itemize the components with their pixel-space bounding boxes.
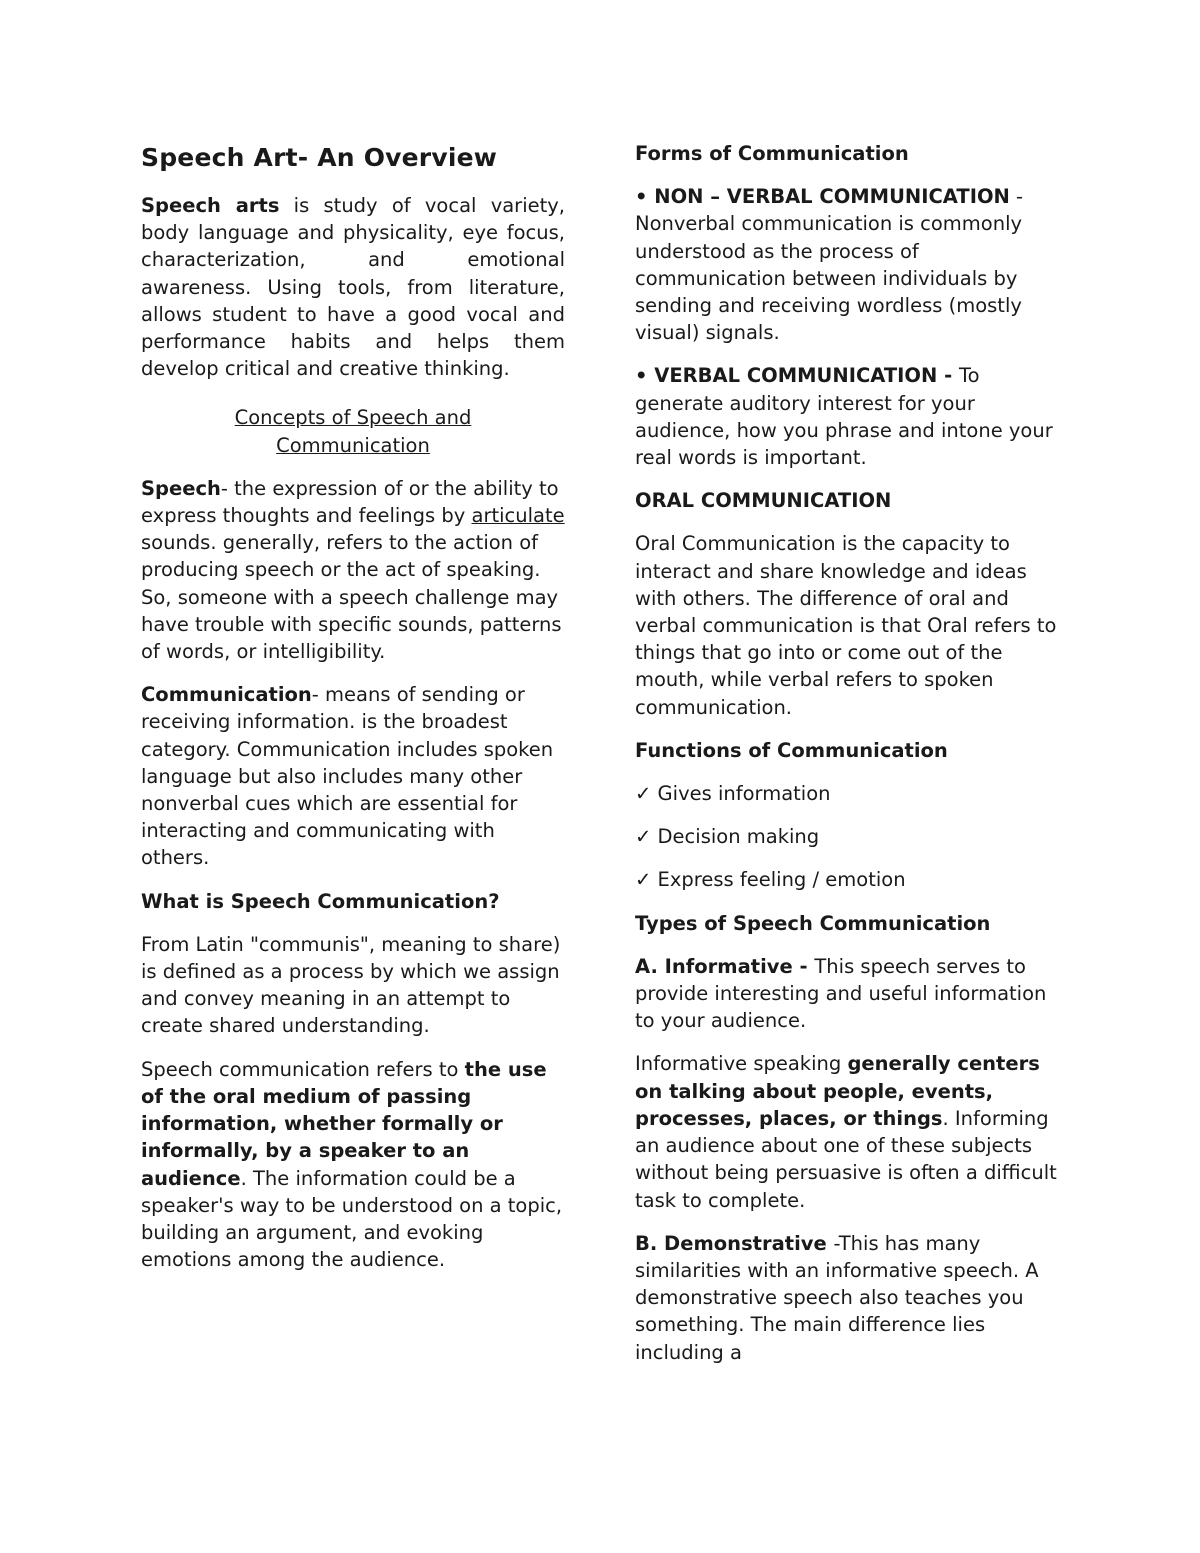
right-column <box>635 140 1057 1382</box>
inf2-text-bold: generally centers on talking about people, events, processes, places, or things <box>635 1052 1040 1130</box>
function-item: ✓ Decision making <box>635 825 820 849</box>
page-title: Speech Art- An Overview <box>141 143 498 172</box>
communication-definition <box>141 681 565 871</box>
inf2-text-pre: Informative speaking <box>635 1052 848 1076</box>
latin-paragraph: From Latin "communis", meaning to share) is defined as a process by which we assign and convey meaning in an attempt to create shared understanding. <box>141 932 561 1038</box>
sc-text-bold: the use of the oral medium of passing information, whether formally or informally, by a speaker to an audience <box>141 1057 547 1190</box>
communication-term: Communication <box>141 683 312 707</box>
communication-text: - means of sending or receiving information. is the broadest category. Communication includes spoken language but also includes many other nonverbal cues which are essential for interacting and communicating with others. <box>141 683 554 870</box>
informative-text: This speech serves to provide interesting and useful information to your audience. <box>635 954 1047 1033</box>
function-item: ✓ Express feeling / emotion <box>635 868 906 892</box>
intro-term: Speech arts <box>141 194 280 217</box>
verbal-text: To generate auditory interest for your audience, how you phrase and intone your real words is important. <box>635 364 1053 470</box>
sc-text-post: . The information could be a speaker's way to be understood on a topic, building an argument, and evoking emotions among the audience. <box>141 1166 563 1272</box>
nonverbal-heading: • NON – VERBAL COMMUNICATION <box>635 185 1010 209</box>
demonstrative-paragraph <box>635 1230 1057 1366</box>
speech-definition <box>141 475 565 665</box>
functions-heading: Functions of Communication <box>635 738 948 762</box>
left-column <box>141 140 565 1289</box>
inf2-text-post: . Informing an audience about one of these subjects without being persuasive is often a difficult task to complete. <box>635 1106 1057 1212</box>
informative-heading: A. Informative - <box>635 954 815 978</box>
oral-heading: ORAL COMMUNICATION <box>635 489 892 513</box>
nonverbal-text: - Nonverbal communication is commonly understood as the process of communication between individuals by sending and receiving wordless (mostly visual) signals. <box>635 185 1024 345</box>
demonstrative-heading: B. Demonstrative <box>635 1231 834 1255</box>
what-is-speech-heading: What is Speech Communication? <box>141 889 500 913</box>
nonverbal-paragraph <box>635 183 1057 346</box>
intro-paragraph <box>141 192 565 382</box>
forms-heading: Forms of Communication <box>635 142 909 165</box>
informative-paragraph <box>635 953 1057 1035</box>
speech-text-pre: - the expression of or the ability to express thoughts and feelings by <box>141 476 559 528</box>
verbal-paragraph <box>635 362 1057 471</box>
types-heading: Types of Speech Communication <box>635 911 991 935</box>
speech-communication-paragraph <box>141 1056 565 1274</box>
speech-text-post: sounds. generally, refers to the action of producing speech or the act of speaking. So, someone with a speech challenge may have trouble with specific sounds, patterns of words, or intelligibility. <box>141 531 562 664</box>
articulate-link[interactable]: articulate <box>471 504 565 528</box>
oral-paragraph: Oral Communication is the capacity to interact and share knowledge and ideas with others. The difference of oral and verbal communication is that Oral refers to things that go into or come out of the mouth, while verbal refers to spoken communication. <box>635 532 1057 719</box>
informative-speaking-paragraph <box>635 1050 1057 1213</box>
demonstrative-text: -This has many similarities with an informative speech. A demonstrative speech also teaches you something. The main difference lies including a <box>635 1231 1039 1364</box>
verbal-heading: • VERBAL COMMUNICATION - <box>635 364 959 388</box>
speech-term: Speech <box>141 476 221 500</box>
concepts-heading: Concepts of Speech and Communication <box>234 406 472 457</box>
function-item: ✓ Gives information <box>635 782 831 806</box>
sc-text-pre: Speech communication refers to <box>141 1057 465 1081</box>
intro-text: is study of vocal variety, body language and physicality, eye focus, characterization, and emotional awareness. Using tools, from literature, allows student to have a good vocal and performance habits and helps them develop critical and creative thinking. <box>141 194 565 381</box>
